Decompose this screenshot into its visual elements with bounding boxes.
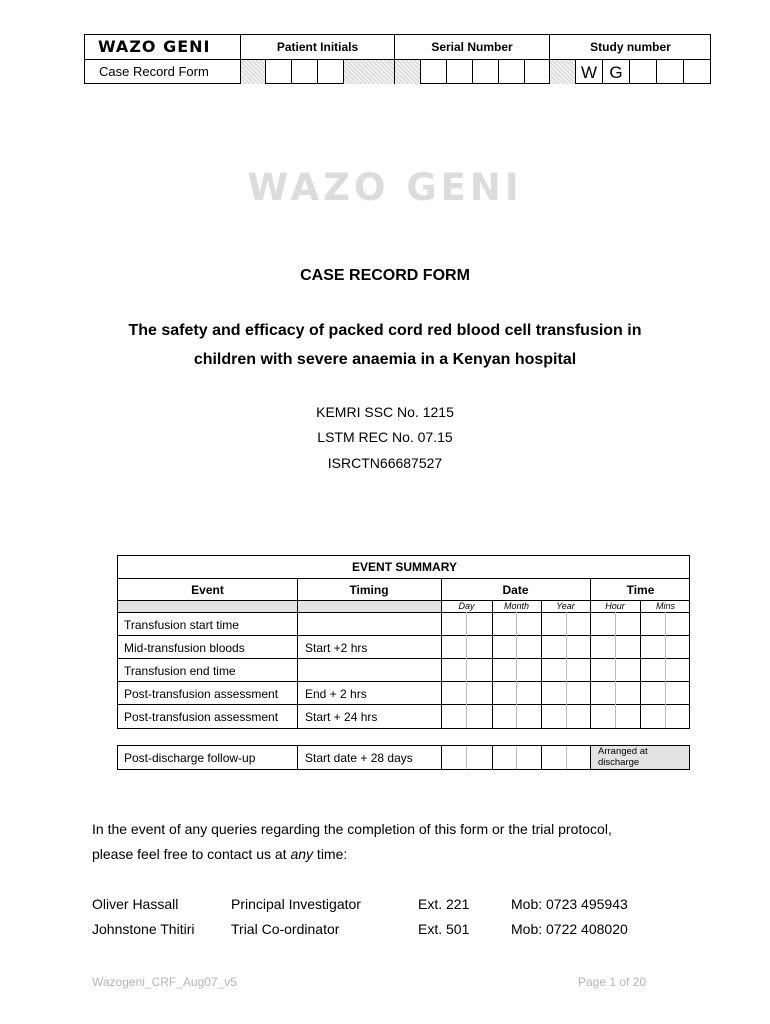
row-timing: End + 2 hrs [305, 687, 367, 701]
row-event: Transfusion start time [124, 618, 239, 632]
study-title-line: The safety and efficacy of packed cord red blood cell transfusion in [128, 322, 642, 339]
event-summary-table [117, 555, 690, 729]
initials-box[interactable] [344, 60, 395, 84]
contact-mobile: Mob: 0723 495943 [511, 896, 628, 912]
study-box-g: G [603, 60, 630, 84]
sub-mins: Mins [655, 601, 675, 611]
form-label: Case Record Form [85, 60, 241, 84]
followup-note: Arranged at discharge [598, 746, 648, 768]
contact-line: In the event of any queries regarding the completion of this form or the trial protocol, [92, 821, 612, 837]
contact-ext: Ext. 221 [418, 896, 470, 912]
sub-month: Month [503, 601, 529, 611]
event-summary-title: EVENT SUMMARY [352, 560, 457, 574]
row-event: Mid-transfusion bloods [124, 641, 245, 655]
reference-lstm: LSTM REC No. 07.15 [317, 429, 453, 445]
col-timing: Timing [349, 583, 389, 597]
form-title: CASE RECORD FORM [300, 267, 470, 284]
row-timing: Start + 24 hrs [305, 710, 378, 724]
footer-filename: Wazogeni_CRF_Aug07_v5 [92, 975, 237, 989]
footer-page-number: Page 1 of 20 [578, 975, 647, 989]
initials-box[interactable] [292, 60, 318, 84]
row-event: Post-transfusion assessment [124, 687, 279, 701]
followup-event: Post-discharge follow-up [124, 751, 256, 765]
reference-isrctn: ISRCTN66687527 [327, 455, 443, 471]
contact-role: Principal Investigator [231, 896, 361, 912]
header-grid [84, 34, 711, 84]
col-event: Event [191, 583, 224, 597]
patient-initials-label: Patient Initials [241, 35, 395, 60]
row-event: Post-transfusion assessment [124, 710, 279, 724]
followup-row [117, 745, 690, 770]
row-event: Transfusion end time [124, 664, 236, 678]
col-time: Time [626, 583, 655, 597]
row-timing: Start +2 hrs [305, 641, 368, 655]
brand-name: WAZO GENI [85, 35, 241, 60]
serial-box[interactable] [421, 60, 447, 84]
study-title-line: children with severe anaemia in a Kenyan hospital [193, 351, 577, 368]
serial-box[interactable] [473, 60, 499, 84]
study-box[interactable] [657, 60, 684, 84]
study-box[interactable] [630, 60, 657, 84]
contact-name: Johnstone Thitiri [92, 921, 195, 937]
contact-role: Trial Co-ordinator [231, 921, 340, 937]
initials-box[interactable] [241, 60, 266, 84]
serial-box[interactable] [395, 60, 421, 84]
serial-box[interactable] [447, 60, 473, 84]
reference-kemri: KEMRI SSC No. 1215 [316, 404, 454, 420]
initials-box[interactable] [318, 60, 344, 84]
serial-box[interactable] [525, 60, 550, 84]
serial-box[interactable] [499, 60, 525, 84]
study-box-w: W [576, 60, 603, 84]
contact-mobile: Mob: 0722 408020 [511, 921, 628, 937]
followup-timing: Start date + 28 days [305, 751, 413, 765]
sub-hour: Hour [605, 601, 625, 611]
sub-day: Day [458, 601, 475, 611]
study-number-label: Study number [550, 35, 711, 60]
study-box[interactable] [550, 60, 576, 84]
initials-box[interactable] [266, 60, 292, 84]
contact-paragraph [92, 817, 712, 867]
serial-number-label: Serial Number [395, 35, 550, 60]
study-title [0, 316, 770, 374]
study-box[interactable] [684, 60, 711, 84]
col-date: Date [502, 583, 529, 597]
contact-ext: Ext. 501 [418, 921, 470, 937]
logo-watermark: WAZO GENI [247, 166, 523, 209]
contact-name: Oliver Hassall [92, 896, 179, 912]
sub-year: Year [556, 601, 575, 611]
contact-line: please feel free to contact us at any time: [92, 846, 348, 862]
